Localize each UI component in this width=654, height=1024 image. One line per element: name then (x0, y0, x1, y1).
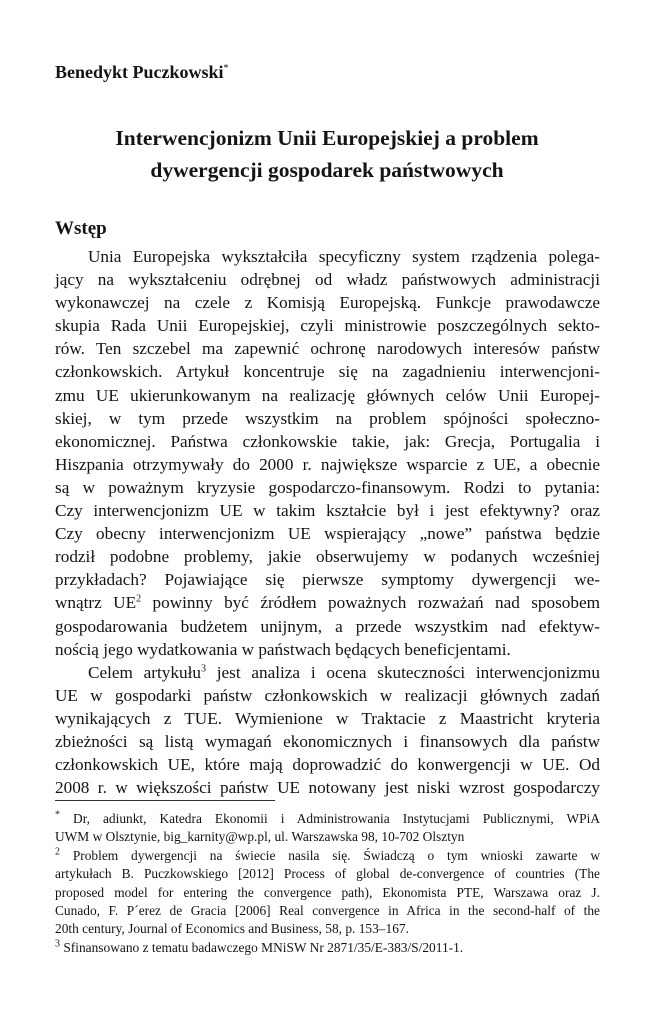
text-line: 2008 r. w większości państw UE notowany jest niski wzrost gospodarczy (55, 778, 600, 798)
title-line: Interwencjonizm Unii Europejskiej a problem (115, 126, 539, 150)
text-line: Unia Europejska wykształciła specyficzny system rządzenia polega- (88, 247, 600, 266)
footnote-ref: 2 (136, 593, 142, 605)
section-heading: Wstęp (55, 218, 107, 239)
text-line: wnątrz $UE^2$ powinny być źródłem poważnych rozważań nad sposobem (55, 593, 600, 613)
text-line: Czy interwencjonizm UE w takim kształcie był i jest efektywny? oraz (55, 501, 600, 521)
text-line: zmu UE ukierunkowanym na realizację głównych celów Unii Europej- (55, 385, 600, 405)
text-line: skupia Rada Unii Europejskiej, czyli ministrowie poszczególnych sekto- (55, 316, 600, 336)
title-line: dywergencji gospodarek państwowych (150, 158, 504, 182)
text-line: jący na wykształceniu odrębnej od władz państwowych administracji (55, 270, 600, 290)
footnote-line: proposed model for entering the convergence path), Ekonomista PTE, Warszawa oraz J. (55, 884, 600, 900)
text-line: rów. Ten szczebel ma zapewnić ochronę narodowych interesów państw (55, 339, 600, 359)
text-line: Hiszpania otrzymywały do 2000 r. największe wsparcie z UE, a obecnie (55, 454, 600, 474)
footnote-mark: * (55, 809, 60, 821)
text-line: wykonawczej na czele z Komisją Europejską. Funkcje prawodawcze (55, 293, 600, 313)
text-line: wynikających z TUE. Wymienione w Traktacie z Maastricht kryteria (55, 708, 600, 728)
footnote-divider (55, 800, 275, 801)
footnote-line: * Dr, adiunkt, Katedra Ekonomii i Administrowania Instytucjami Publicznymi, WPiA (55, 809, 600, 826)
text-line: Czy obecny interwencjonizm UE wspierający „nowe” państwa będzie (55, 524, 600, 544)
footnotes (55, 810, 600, 957)
footnote-line: Cunado, F. P´erez de Gracia [2006] Real convergence in Africa in the second-half of the (55, 902, 600, 918)
text-line: rodził podobne problemy, jakie obserwujemy w podanych wcześniej (55, 547, 600, 567)
author-name: Benedykt Puczkowski* (55, 62, 229, 82)
text-line: zbieżności są listą wymagań ekonomicznych i finansowych dla państw (55, 731, 600, 751)
footnote-ref: 3 (200, 662, 206, 674)
paper-title (40, 122, 614, 186)
author-footnote-mark: * (223, 63, 229, 74)
text-line: nością jego wydatkowania w państwach będących beneficjentami. (55, 639, 511, 659)
text-line: UE w gospodarki państw członkowskich w realizacji głównych zadań (55, 685, 600, 705)
footnote-line: artykułach B. Puczkowskiego [2012] Process of global de-convergence of countries (The (55, 866, 600, 882)
text-line: skiej, w tym przede wszystkim na problem spójności społeczno- (55, 408, 600, 428)
footnote-mark: 3 (55, 938, 60, 950)
text-line: członkowskich. Artykuł koncentruje się na zagadnieniu interwencjoni- (55, 362, 600, 382)
footnote-line: $^2$ Problem dywergencji na świecie nasila się. Świadczą o tym wnioski zawarte w (55, 846, 600, 863)
footnote-mark: 2 (55, 846, 60, 858)
footnote-line: 20th century, Journal of Economics and Business, 58, p. 153–167. (55, 921, 409, 937)
text-line: Celem artykułu$^3$ jest analiza i ocena skuteczności interwencjonizmu (88, 662, 600, 682)
footnote-line: UWM w Olsztynie, big_karnity@wp.pl, ul. Warszawska 98, 10-702 Olsztyn (55, 829, 465, 845)
footnote-line: $^3$ Sfinansowano z tematu badawczego MNiSW Nr 2871/35/E-383/S/2011-1. (55, 938, 464, 955)
text-line: przykładach? Pojawiające się pierwsze symptomy dywergencji we- (55, 570, 600, 590)
text-line: ekonomicznej. Państwa członkowskie takie, jak: Grecja, Portugalia i (55, 431, 600, 451)
text-line: członkowskich UE, które mają doprowadzić do konwergencji w UE. Od (55, 755, 600, 775)
text-line: są w poważnym kryzysie gospodarczo-finansowym. Rodzi to pytania: (55, 477, 600, 497)
body-text (55, 245, 600, 799)
text-line: gospodarowania budżetem unijnym, a przede wszystkim nad efektyw- (55, 616, 600, 636)
